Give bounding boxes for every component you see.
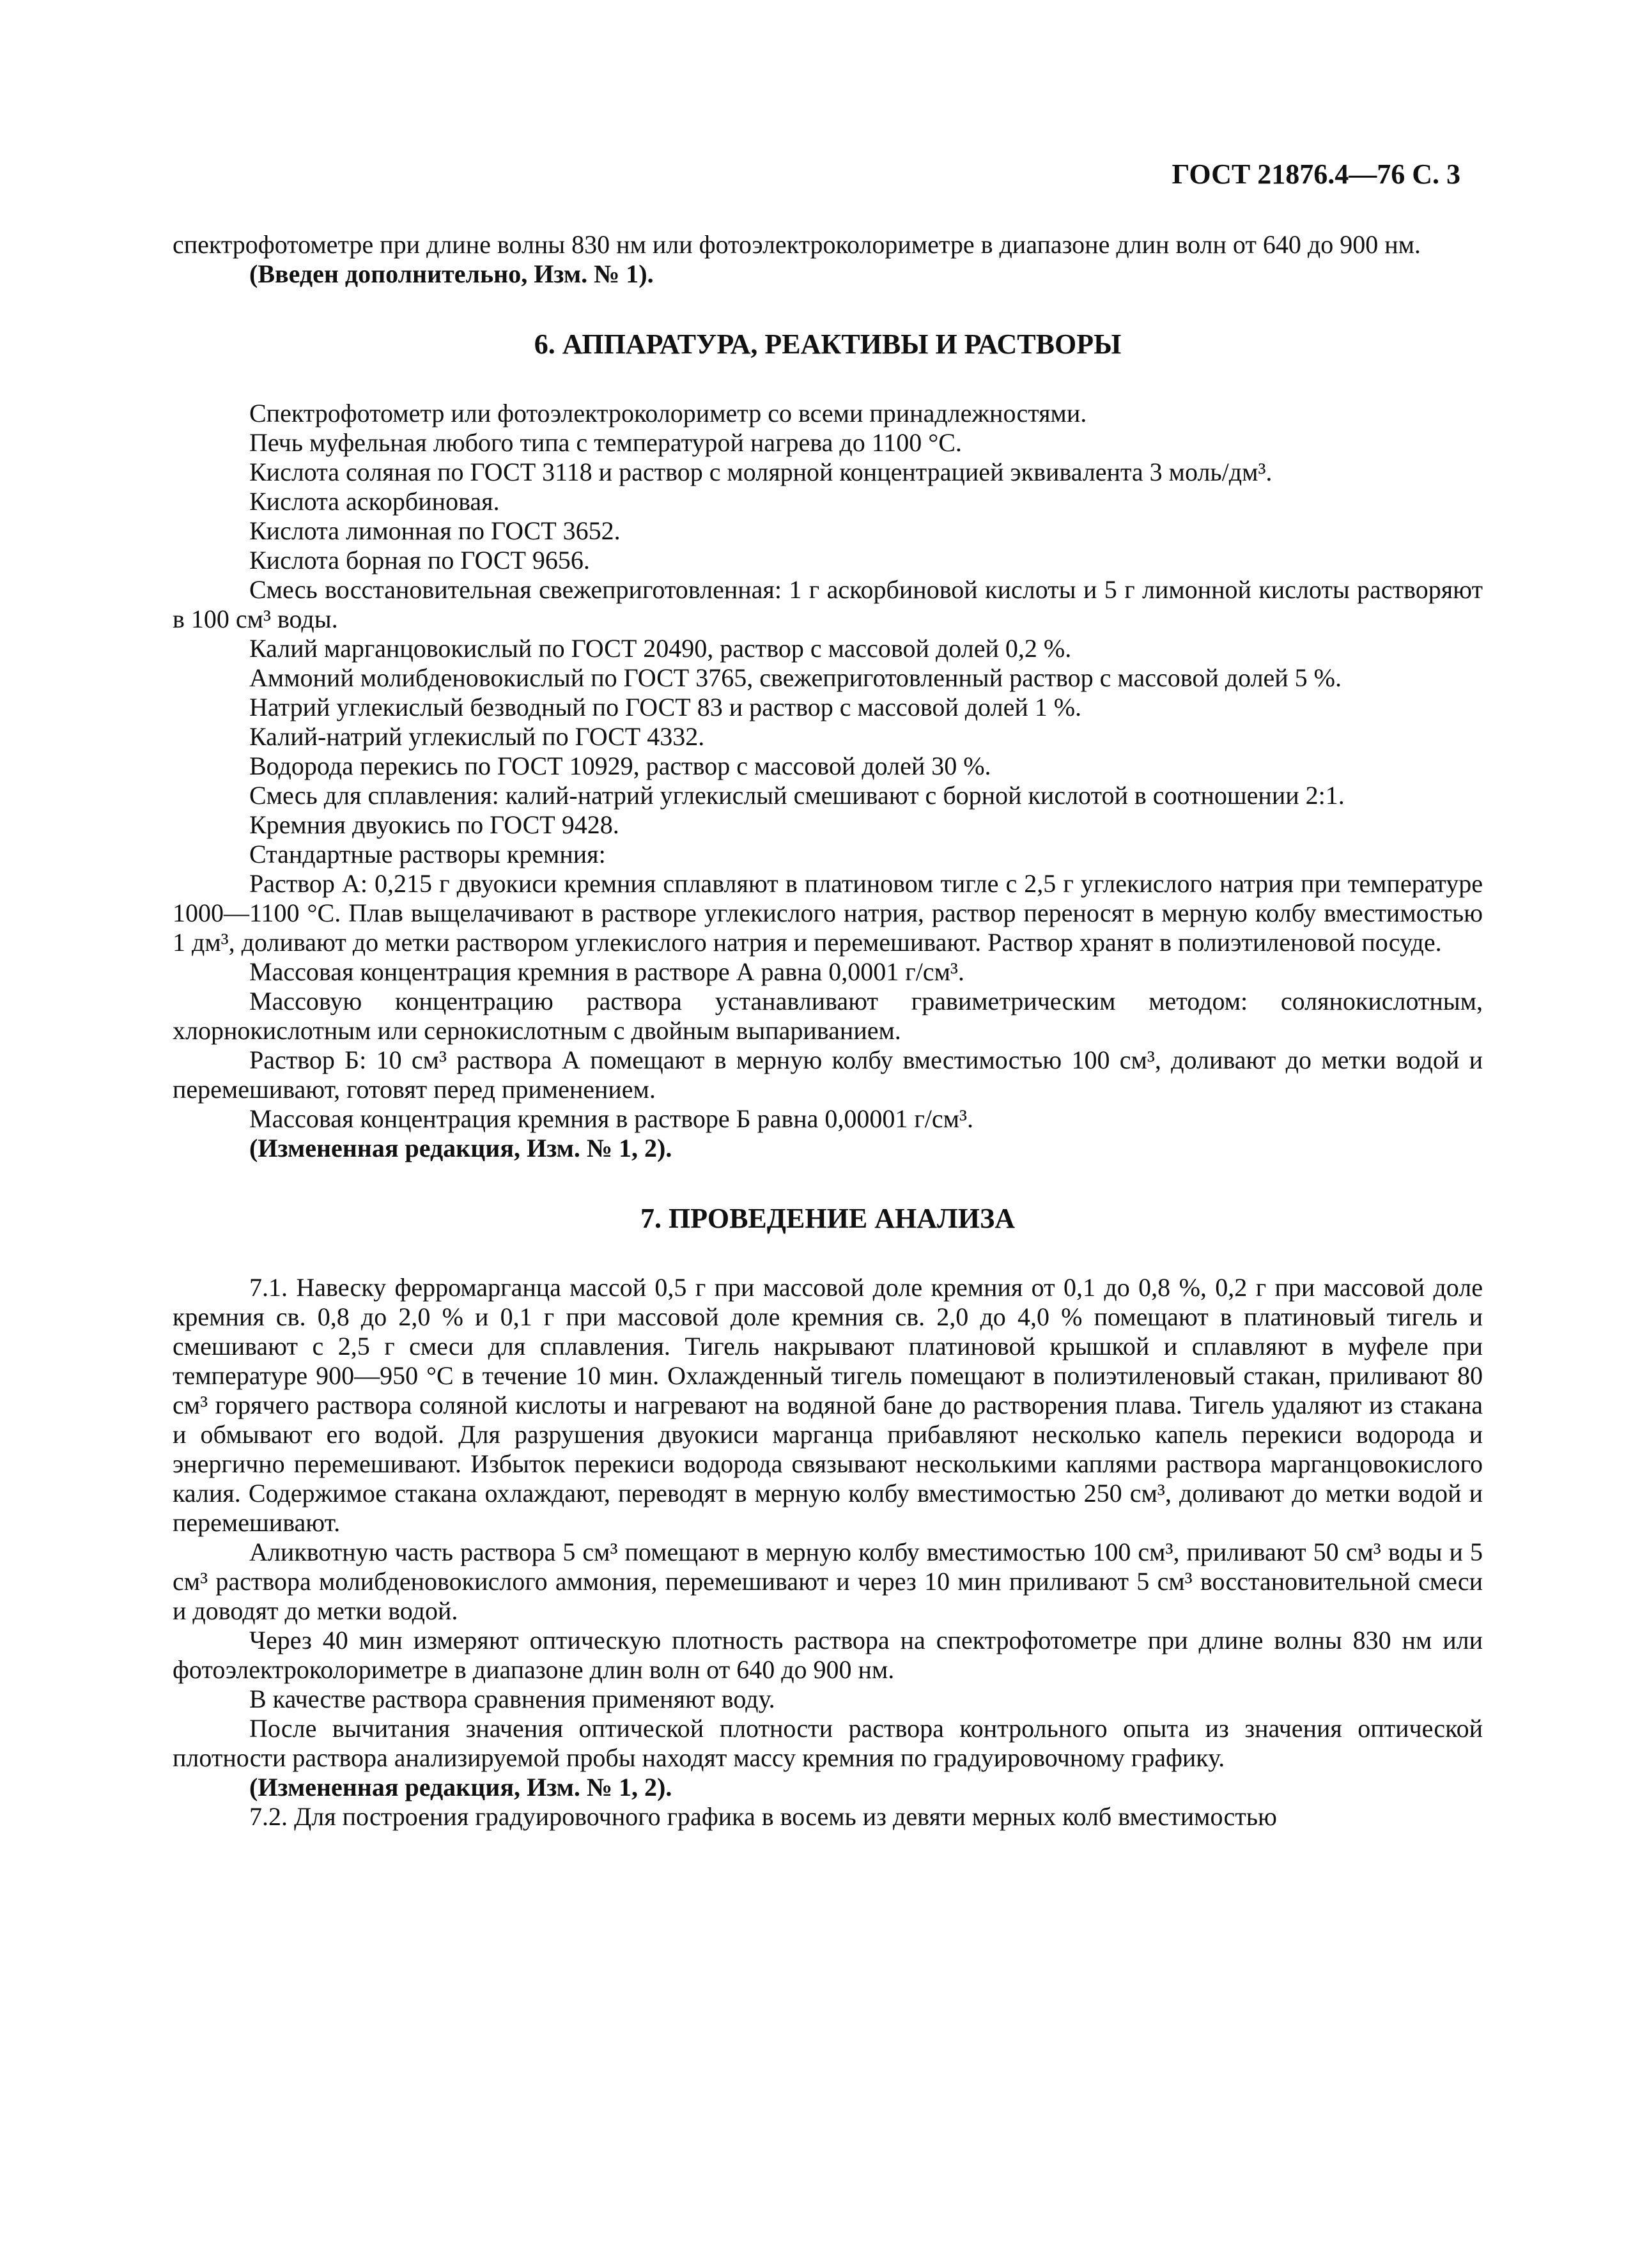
reagent-item: Кислота аскорбиновая. (249, 487, 500, 516)
page-header: ГОСТ 21876.4—76 С. 3 (1172, 158, 1460, 190)
paragraph: После вычитания значения оптической плотности раствора контрольного опыта из значения оптической плотности раствора анализируемой пробы находят массу кремния по градуировочному графику. (173, 1714, 1483, 1772)
reagent-item: Спектрофотометр или фотоэлектроколориметр со всеми принадлежностями. (249, 399, 1087, 428)
section-heading-7: 7. ПРОВЕДЕНИЕ АНАЛИЗА (640, 1203, 1015, 1234)
text-column (173, 230, 1483, 1832)
reagent-item: Кислота соляная по ГОСТ 3118 и раствор с молярной концентрацией эквивалента 3 моль/дм³. (249, 458, 1273, 486)
paragraph: Массовую концентрацию раствора устанавливают гравиметрическим методом: солянокислотным, хлорнокислотным или сернокислотным с двойным выпариванием. (173, 987, 1483, 1045)
paragraph: Через 40 мин измеряют оптическую плотность раствора на спектрофотометре при длине волны 830 нм или фотоэлектроколориметре в диапазоне длин волн от 640 до 900 нм. (173, 1626, 1483, 1684)
reagent-item: Стандартные растворы кремния: (249, 840, 606, 868)
reagent-item: Кислота лимонная по ГОСТ 3652. (249, 516, 621, 545)
paragraph: Массовая концентрация кремния в растворе А равна 0,0001 г/см³. (249, 957, 964, 986)
reagent-item: Водорода перекись по ГОСТ 10929, раствор с массовой долей 30 %. (249, 752, 991, 780)
clause-7-1: 7.1. Навеску ферромарганца массой 0,5 г при массовой доле кремния от 0,1 до 0,8 %, 0,2 г при массовой доле кремния св. 0,8 до 2,0 % и 0,1 г при массовой доле кремния св. 2,0 до 4,0 % помещают в платиновый тигель и смешивают с 2,5 г смеси для сплавления. Тигель накрывают платиновой крышкой и сплавляют в муфеле при температуре 900—950 °С в течение 10 мин. Охлажденный тигель помещают в полиэтиленовый стакан, приливают 80 см³ горячего раствора соляной кислоты и нагревают на водяной бане до растворения плава. Тигель удаляют из стакана и обмывают его водой. Для разрушения двуокиси марганца прибавляют несколько капель перекиси водорода и энергично перемешивают. Избыток перекиси водорода связывают несколькими каплями раствора марганцовокислого калия. Содержимое стакана охлаждают, переводят в мерную колбу вместимостью 250 см³, доливают до метки водой и перемешивают. (173, 1273, 1483, 1537)
solution-b-paragraph: Раствор Б: 10 см³ раствора А помещают в мерную колбу вместимостью 100 см³, доливают до метки водой и перемешивают, готовят перед применением. (173, 1045, 1483, 1104)
section-heading-6: 6. АППАРАТУРА, РЕАКТИВЫ И РАСТВОРЫ (534, 328, 1122, 360)
reagent-item: Натрий углекислый безводный по ГОСТ 83 и раствор с массовой долей 1 %. (249, 693, 1082, 721)
reagent-item: Кремния двуокись по ГОСТ 9428. (249, 810, 619, 839)
reagent-item: Аммоний молибденовокислый по ГОСТ 3765, свежеприготовленный раствор с массовой долей 5 %. (249, 663, 1342, 692)
paragraph: В качестве раствора сравнения применяют воду. (249, 1685, 775, 1713)
solution-a-paragraph: Раствор А: 0,215 г двуокиси кремния сплавляют в платиновом тигле с 2,5 г углекислого натрия при температуре 1000—1100 °С. Плав выщелачивают в растворе углекислого натрия, раствор переносят в мерную колбу вместимостью 1 дм³, доливают до метки раствором углекислого натрия и перемешивают. Раствор хранят в полиэтиленовой посуде. (173, 869, 1483, 957)
reagent-item: Смесь восстановительная свежеприготовленная: 1 г аскорбиновой кислоты и 5 г лимонной кислоты растворяют в 100 см³ воды. (173, 575, 1483, 633)
reagent-item: Кислота борная по ГОСТ 9656. (249, 546, 590, 575)
amendment-note: (Измененная редакция, Изм. № 1, 2). (249, 1773, 672, 1801)
paragraph-continued: спектрофотометре при длине волны 830 нм или фотоэлектроколориметре в диапазоне длин волн от 640 до 900 нм. (173, 230, 1421, 259)
reagent-item: Печь муфельная любого типа с температурой нагрева до 1100 °С. (249, 428, 962, 457)
amendment-note: (Измененная редакция, Изм. № 1, 2). (249, 1134, 672, 1162)
reagent-item: Смесь для сплавления: калий-натрий углекислый смешивают с борной кислотой в соотношении 2:1. (249, 781, 1345, 810)
reagent-item: Калий марганцовокислый по ГОСТ 20490, раствор с массовой долей 0,2 %. (249, 634, 1072, 663)
paragraph: Массовая концентрация кремния в растворе Б равна 0,00001 г/см³. (249, 1104, 973, 1133)
paragraph: Аликвотную часть раствора 5 см³ помещают в мерную колбу вместимостью 100 см³, приливают 50 см³ воды и 5 см³ раствора молибденовокислого аммония, перемешивают и через 10 мин приливают 5 см³ восстановительной смеси и доводят до метки водой. (173, 1538, 1483, 1625)
amendment-note: (Введен дополнительно, Изм. № 1). (249, 259, 654, 288)
reagent-item: Калий-натрий углекислый по ГОСТ 4332. (249, 722, 705, 751)
clause-7-2: 7.2. Для построения градуировочного графика в восемь из девяти мерных колб вместимостью (249, 1802, 1277, 1831)
